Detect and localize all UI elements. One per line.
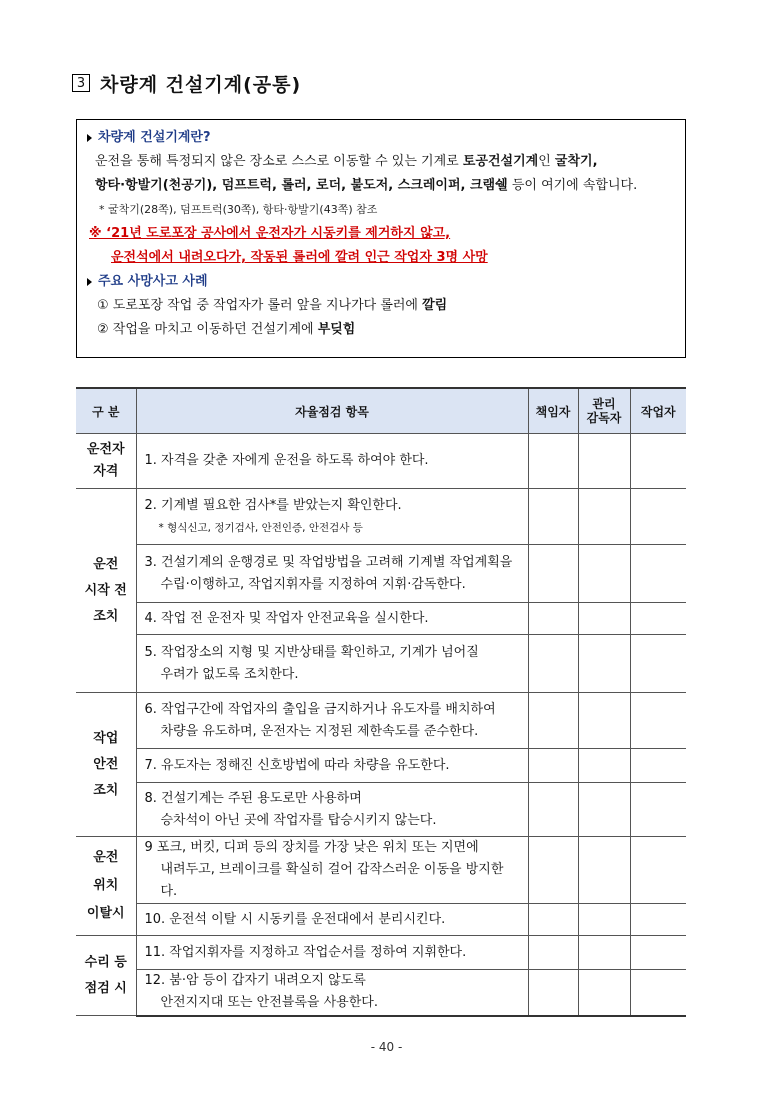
check-cell-worker[interactable]: [630, 635, 686, 693]
table-header-row: [76, 388, 686, 434]
check-item-11: 11. 작업지휘자를 지정하고 작업순서를 정하여 지휘한다.: [136, 936, 528, 970]
info-heading-definition: 차량계 건설기계란?: [87, 126, 675, 150]
check-cell-supervisor[interactable]: [578, 783, 630, 837]
check-cell-worker[interactable]: [630, 749, 686, 783]
category-work-safety: 작업 안전 조치: [76, 693, 136, 837]
check-item-6: 6. 작업구간에 작업자의 출입을 금지하거나 유도자를 배치하여 차량을 유도하며, 운전자는 지정된 제한속도를 준수한다.: [136, 693, 528, 749]
self-check-table: [76, 387, 686, 1017]
section-title-text: 차량계 건설기계(공통): [100, 73, 302, 96]
check-cell-worker[interactable]: [630, 489, 686, 545]
check-cell-supervisor[interactable]: [578, 635, 630, 693]
check-item-1: 1. 자격을 갖춘 자에게 운전을 하도록 하여야 한다.: [136, 434, 528, 489]
check-cell-worker[interactable]: [630, 837, 686, 904]
check-cell-supervisor[interactable]: [578, 837, 630, 904]
check-item-5: 5. 작업장소의 지형 및 지반상태를 확인하고, 기계가 넘어질 우려가 없도록 조치한다.: [136, 635, 528, 693]
info-box: [76, 119, 686, 358]
table-row: [76, 783, 686, 837]
check-cell-supervisor[interactable]: [578, 970, 630, 1016]
check-cell-supervisor[interactable]: [578, 545, 630, 603]
check-cell-supervisor[interactable]: [578, 603, 630, 635]
category-pre-operation: 운전 시작 전 조치: [76, 489, 136, 693]
check-item-9: 9 포크, 버킷, 디퍼 등의 장치를 가장 낮은 위치 또는 지면에 내려두고, 브레이크를 확실히 걸어 갑작스러운 이동을 방지한다.: [136, 837, 528, 904]
table-row: [76, 749, 686, 783]
table-row: [76, 837, 686, 904]
table-row: [76, 970, 686, 1016]
check-cell-manager[interactable]: [528, 693, 578, 749]
check-cell-manager[interactable]: [528, 434, 578, 489]
table-row: [76, 693, 686, 749]
section-number: 3: [72, 74, 90, 92]
info-heading-cases: 주요 사망사고 사례: [87, 270, 675, 294]
check-cell-supervisor[interactable]: [578, 489, 630, 545]
table-row: [76, 936, 686, 970]
check-cell-worker[interactable]: [630, 603, 686, 635]
accident-warning-line-2: 운전석에서 내려오다가, 작동된 롤러에 깔려 인근 작업자 3명 사망: [111, 250, 488, 265]
check-cell-supervisor[interactable]: [578, 693, 630, 749]
table-row: [76, 904, 686, 936]
check-item-10: 10. 운전석 이탈 시 시동키를 운전대에서 분리시킨다.: [136, 904, 528, 936]
check-item-2-note: * 형식신고, 정기검사, 안전인증, 안전검사 등: [158, 521, 363, 534]
accident-warning-line-1: ※ ‘21년 도로포장 공사에서 운전자가 시동키를 제거하지 않고,: [89, 226, 451, 241]
check-item-12: 12. 붐·암 등이 갑자기 내려오지 않도록 안전지지대 또는 안전블록을 사용한다.: [136, 970, 528, 1016]
reference-note: * 굴착기(28쪽), 덤프트럭(30쪽), 항타·항발기(43쪽) 참조: [99, 203, 378, 216]
check-cell-manager[interactable]: [528, 635, 578, 693]
check-cell-worker[interactable]: [630, 693, 686, 749]
header-supervisor: 관리 감독자: [578, 388, 630, 434]
check-cell-manager[interactable]: [528, 904, 578, 936]
header-worker: 작업자: [630, 388, 686, 434]
definition-line-2: 항타·항발기(천공기), 덤프트럭, 롤러, 로더, 불도저, 스크레이퍼, 크램쉘 등이 여기에 속합니다.: [95, 178, 638, 193]
check-cell-supervisor[interactable]: [578, 904, 630, 936]
check-cell-worker[interactable]: [630, 970, 686, 1016]
header-items: 자율점검 항목: [136, 388, 528, 434]
check-cell-worker[interactable]: [630, 904, 686, 936]
check-cell-manager[interactable]: [528, 603, 578, 635]
section-title: [72, 70, 301, 96]
check-cell-supervisor[interactable]: [578, 749, 630, 783]
check-cell-manager[interactable]: [528, 749, 578, 783]
header-category: 구 분: [76, 388, 136, 434]
table-row: [76, 489, 686, 545]
table-row: [76, 545, 686, 603]
check-item-2: 2. 기계별 필요한 검사*를 받았는지 확인한다. * 형식신고, 정기검사, 안전인증, 안전검사 등: [136, 489, 528, 545]
triangle-bullet-icon: [87, 278, 92, 286]
check-item-8: 8. 건설기계는 주된 용도로만 사용하며 승차석이 아닌 곳에 작업자를 탑승시키지 않는다.: [136, 783, 528, 837]
triangle-bullet-icon: [87, 134, 92, 142]
check-cell-manager[interactable]: [528, 936, 578, 970]
category-repair-inspection: 수리 등 점검 시: [76, 936, 136, 1016]
table-row: [76, 434, 686, 489]
check-cell-supervisor[interactable]: [578, 936, 630, 970]
table-row: [76, 603, 686, 635]
check-cell-worker[interactable]: [630, 936, 686, 970]
category-driver-qualification: 운전자 자격: [76, 434, 136, 489]
check-cell-worker[interactable]: [630, 545, 686, 603]
check-cell-manager[interactable]: [528, 783, 578, 837]
check-cell-worker[interactable]: [630, 434, 686, 489]
check-cell-manager[interactable]: [528, 970, 578, 1016]
page-number: - 40 -: [370, 1040, 403, 1054]
table-row: [76, 635, 686, 693]
check-item-3: 3. 건설기계의 운행경로 및 작업방법을 고려해 기계별 작업계획을 수립·이행하고, 작업지휘자를 지정하여 지휘·감독한다.: [136, 545, 528, 603]
check-cell-manager[interactable]: [528, 545, 578, 603]
header-manager: 책임자: [528, 388, 578, 434]
check-item-7: 7. 유도자는 정해진 신호방법에 따라 차량을 유도한다.: [136, 749, 528, 783]
check-cell-worker[interactable]: [630, 783, 686, 837]
definition-line-1: 운전을 통해 특정되지 않은 장소로 스스로 이동할 수 있는 기계로 토공건설기계인 굴착기,: [95, 154, 598, 169]
case-item-1: ① 도로포장 작업 중 작업자가 롤러 앞을 지나가다 롤러에 깔림: [97, 298, 448, 313]
check-cell-manager[interactable]: [528, 837, 578, 904]
case-item-2: ② 작업을 마치고 이동하던 건설기계에 부딪힘: [97, 322, 356, 337]
check-cell-manager[interactable]: [528, 489, 578, 545]
check-cell-supervisor[interactable]: [578, 434, 630, 489]
check-item-4: 4. 작업 전 운전자 및 작업자 안전교육을 실시한다.: [136, 603, 528, 635]
category-leaving-driver-seat: 운전 위치 이탈시: [76, 837, 136, 936]
